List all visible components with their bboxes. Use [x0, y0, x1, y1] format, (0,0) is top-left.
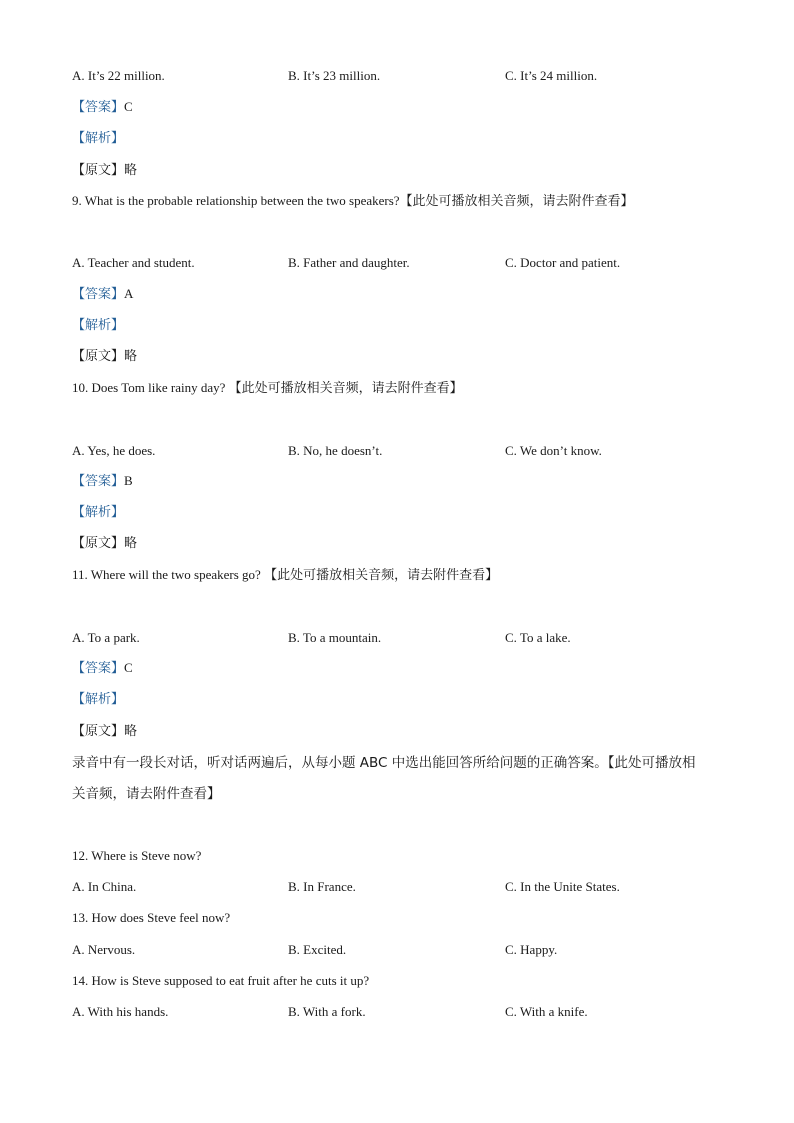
q8-original: 略	[124, 163, 138, 178]
original-label: 【原文】	[72, 724, 125, 739]
answer-label: 【答案】	[72, 661, 125, 676]
q9-answer-line	[72, 285, 133, 304]
q10-answer-line	[72, 472, 133, 491]
instructions-line-2[interactable]: 关音频，请去附件查看】	[72, 786, 221, 802]
q11-audio-note[interactable]: 【此处可播放相关音频，请去附件查看】	[264, 568, 499, 583]
q10-original: 略	[124, 536, 138, 551]
analysis-label: 【解析】	[72, 131, 125, 146]
q11-original-line	[72, 722, 137, 741]
q10-option-c: C. We don’t know.	[505, 443, 602, 458]
q11-question: 11. Where will the two speakers go?	[72, 567, 261, 582]
q10-question-line	[72, 379, 463, 398]
q9-question-line	[72, 192, 634, 211]
q13-option-c: C. Happy.	[505, 942, 558, 957]
q11-options	[72, 629, 732, 647]
q9-options	[72, 254, 732, 272]
q10-option-a: A. Yes, he does.	[72, 443, 156, 458]
q11-option-c: C. To a lake.	[505, 630, 571, 645]
q11-original: 略	[124, 724, 138, 739]
q12-option-b: B. In France.	[288, 879, 356, 894]
original-label: 【原文】	[72, 536, 125, 551]
q14-option-a: A. With his hands.	[72, 1004, 169, 1019]
answer-label: 【答案】	[72, 474, 125, 489]
q9-option-c: C. Doctor and patient.	[505, 255, 621, 270]
q13-question: 13. How does Steve feel now?	[72, 910, 231, 925]
q10-audio-note[interactable]: 【此处可播放相关音频，请去附件查看】	[228, 381, 463, 396]
q8-analysis-line	[72, 129, 124, 148]
q10-answer: B	[124, 473, 133, 488]
q9-answer: A	[124, 286, 134, 301]
q10-analysis-line	[72, 503, 124, 522]
q8-option-b: B. It’s 23 million.	[288, 68, 381, 83]
q8-options	[72, 67, 732, 85]
q9-audio-note[interactable]: 【此处可播放相关音频，请去附件查看】	[399, 194, 634, 209]
original-label: 【原文】	[72, 349, 125, 364]
q11-answer-line	[72, 659, 133, 678]
original-label: 【原文】	[72, 163, 125, 178]
q9-option-b: B. Father and daughter.	[288, 255, 410, 270]
analysis-label: 【解析】	[72, 318, 125, 333]
q9-original-line	[72, 347, 137, 366]
q14-option-b: B. With a fork.	[288, 1004, 366, 1019]
q9-question: 9. What is the probable relationship between the two speakers?	[72, 193, 400, 208]
q8-answer-line	[72, 98, 133, 117]
q13-option-b: B. Excited.	[288, 942, 347, 957]
q8-answer: C	[124, 99, 133, 114]
q14-question: 14. How is Steve supposed to eat fruit after he cuts it up?	[72, 973, 370, 988]
q9-original: 略	[124, 349, 138, 364]
answer-label: 【答案】	[72, 287, 125, 302]
q11-answer: C	[124, 660, 133, 675]
q10-option-b: B. No, he doesn’t.	[288, 443, 383, 458]
q12-options	[72, 878, 732, 896]
q8-original-line	[72, 161, 137, 180]
q10-question: 10. Does Tom like rainy day?	[72, 380, 226, 395]
q13-option-a: A. Nervous.	[72, 942, 136, 957]
q11-option-a: A. To a park.	[72, 630, 140, 645]
q9-option-a: A. Teacher and student.	[72, 255, 195, 270]
q12-option-c: C. In the Unite States.	[505, 879, 620, 894]
q12-option-a: A. In China.	[72, 879, 137, 894]
q8-option-a: A. It’s 22 million.	[72, 68, 165, 83]
q11-question-line	[72, 566, 498, 585]
q11-option-b: B. To a mountain.	[288, 630, 382, 645]
q9-analysis-line	[72, 316, 124, 335]
q11-analysis-line	[72, 690, 124, 709]
analysis-label: 【解析】	[72, 505, 125, 520]
q13-options	[72, 941, 732, 959]
q14-option-c: C. With a knife.	[505, 1004, 588, 1019]
answer-label: 【答案】	[72, 100, 125, 115]
q14-options	[72, 1003, 732, 1021]
q12-question: 12. Where is Steve now?	[72, 848, 202, 863]
q10-options	[72, 442, 732, 460]
analysis-label: 【解析】	[72, 692, 125, 707]
q10-original-line	[72, 534, 137, 553]
instructions-line-1: 录音中有一段长对话，听对话两遍后，从每小题 ABC 中选出能回答所给问题的正确答案。【此处可播放相	[72, 755, 696, 771]
section-instructions	[72, 748, 722, 810]
q8-option-c: C. It’s 24 million.	[505, 68, 598, 83]
